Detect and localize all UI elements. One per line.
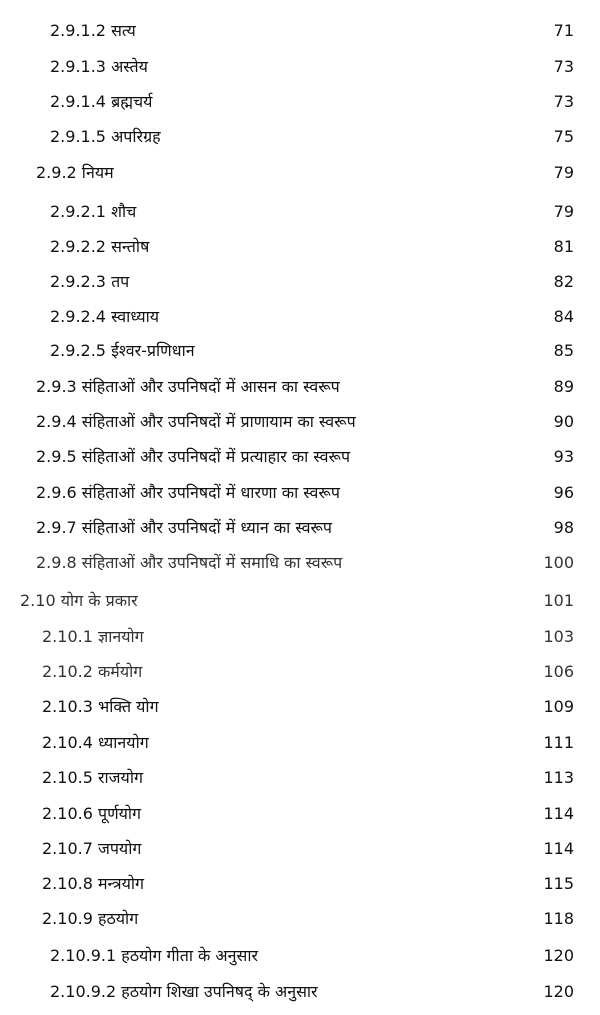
toc-entry-page: 79 [553, 163, 574, 182]
toc-entry-page: 85 [553, 341, 574, 360]
toc-entry-title: 2.10.5 राजयोग [42, 768, 143, 787]
toc-entry-title: 2.9.5 संहिताओं और उपनिषदों में प्रत्याहार का स्वरूप [36, 447, 351, 466]
toc-entry-page: 113 [543, 768, 574, 787]
toc-entry-title: 2.9.4 संहिताओं और उपनिषदों में प्राणायाम का स्वरूप [36, 412, 356, 431]
toc-entry-page: 109 [543, 697, 574, 716]
toc-entry-title: 2.9.3 संहिताओं और उपनिषदों में आसन का स्वरूप [36, 377, 340, 396]
toc-entry-title: 2.9.2.2 सन्तोष [50, 237, 150, 256]
toc-entry-title: 2.9.2 नियम [36, 163, 114, 182]
toc-entry-page: 120 [543, 946, 574, 965]
toc-entry-page: 111 [543, 733, 574, 752]
toc-entry-page: 89 [553, 377, 574, 396]
toc-entry-page: 100 [543, 553, 574, 572]
toc-entry-page: 106 [543, 662, 574, 681]
toc-entry-page: 75 [553, 127, 574, 146]
toc-entry-title: 2.10.1 ज्ञानयोग [42, 627, 144, 646]
toc-entry [0, 513, 600, 543]
toc-entry-page: 84 [553, 307, 574, 326]
toc-entry-page: 120 [543, 982, 574, 1001]
toc-entry [0, 372, 600, 402]
toc-entry-title: 2.9.2.5 ईश्वर-प्रणिधान [50, 341, 195, 360]
toc-entry [0, 232, 600, 262]
toc-entry-title: 2.10.3 भक्ति योग [42, 697, 159, 716]
toc-entry-title: 2.9.6 संहिताओं और उपनिषदों में धारणा का स्वरूप [36, 483, 340, 502]
toc-entry-page: 79 [553, 202, 574, 221]
toc-entry-title: 2.9.2.1 शौच [50, 202, 137, 221]
toc-entry [0, 478, 600, 508]
toc-entry-page: 98 [553, 518, 574, 537]
toc-entry-page: 81 [553, 237, 574, 256]
toc-entry-page: 115 [543, 874, 574, 893]
toc-entry [0, 586, 600, 616]
toc-entry-title: 2.9.1.5 अपरिग्रह [50, 127, 161, 146]
toc-entry-page: 82 [553, 272, 574, 291]
toc-entry-title: 2.9.2.4 स्वाध्याय [50, 307, 160, 326]
toc-entry-page: 73 [553, 57, 574, 76]
toc-entry-title: 2.10.6 पूर्णयोग [42, 804, 142, 823]
toc-entry [0, 302, 600, 332]
toc-entry [0, 869, 600, 899]
toc-entry [0, 977, 600, 1007]
toc-entry-title: 2.10.4 ध्यानयोग [42, 733, 149, 752]
toc-entry-title: 2.9.8 संहिताओं और उपनिषदों में समाधि का स्वरूप [36, 553, 343, 572]
toc-entry-page: 114 [543, 804, 574, 823]
toc-entry-page: 96 [553, 483, 574, 502]
toc-entry [0, 904, 600, 934]
toc-entry [0, 158, 600, 188]
toc-entry-page: 114 [543, 839, 574, 858]
toc-entry-title: 2.10 योग के प्रकार [20, 591, 138, 610]
toc-entry-page: 118 [543, 909, 574, 928]
toc-entry [0, 52, 600, 82]
toc-entry [0, 622, 600, 652]
toc-entry [0, 548, 600, 578]
toc-entry-page: 90 [553, 412, 574, 431]
toc-entry [0, 16, 600, 46]
toc-entry-title: 2.10.8 मन्त्रयोग [42, 874, 145, 893]
toc-entry [0, 87, 600, 117]
toc-entry-title: 2.10.9 हठयोग [42, 909, 139, 928]
toc-entry-page: 103 [543, 627, 574, 646]
toc-entry-title: 2.10.9.1 हठयोग गीता के अनुसार [50, 946, 259, 965]
toc-entry-page: 71 [553, 21, 574, 40]
toc-entry-title: 2.10.7 जपयोग [42, 839, 142, 858]
toc-entry [0, 834, 600, 864]
toc-entry [0, 442, 600, 472]
toc-entry [0, 763, 600, 793]
toc-entry [0, 728, 600, 758]
toc-entry-title: 2.9.7 संहिताओं और उपनिषदों में ध्यान का स्वरूप [36, 518, 333, 537]
toc-entry [0, 197, 600, 227]
toc-entry [0, 336, 600, 366]
toc-entry-title: 2.9.2.3 तप [50, 272, 130, 291]
toc-entry-title: 2.9.1.2 सत्य [50, 21, 136, 40]
toc-entry-page: 101 [543, 591, 574, 610]
toc-entry-page: 93 [553, 447, 574, 466]
toc-entry [0, 941, 600, 971]
toc-entry-title: 2.10.9.2 हठयोग शिखा उपनिषद् के अनुसार [50, 982, 318, 1001]
toc-entry [0, 799, 600, 829]
toc-entry [0, 407, 600, 437]
toc-entry [0, 692, 600, 722]
toc-entry-title: 2.9.1.3 अस्तेय [50, 57, 148, 76]
toc-entry [0, 267, 600, 297]
toc-entry-title: 2.9.1.4 ब्रह्मचर्य [50, 92, 153, 111]
toc-entry-title: 2.10.2 कर्मयोग [42, 662, 143, 681]
toc-entry [0, 122, 600, 152]
toc-entry-page: 73 [553, 92, 574, 111]
toc-entry [0, 657, 600, 687]
